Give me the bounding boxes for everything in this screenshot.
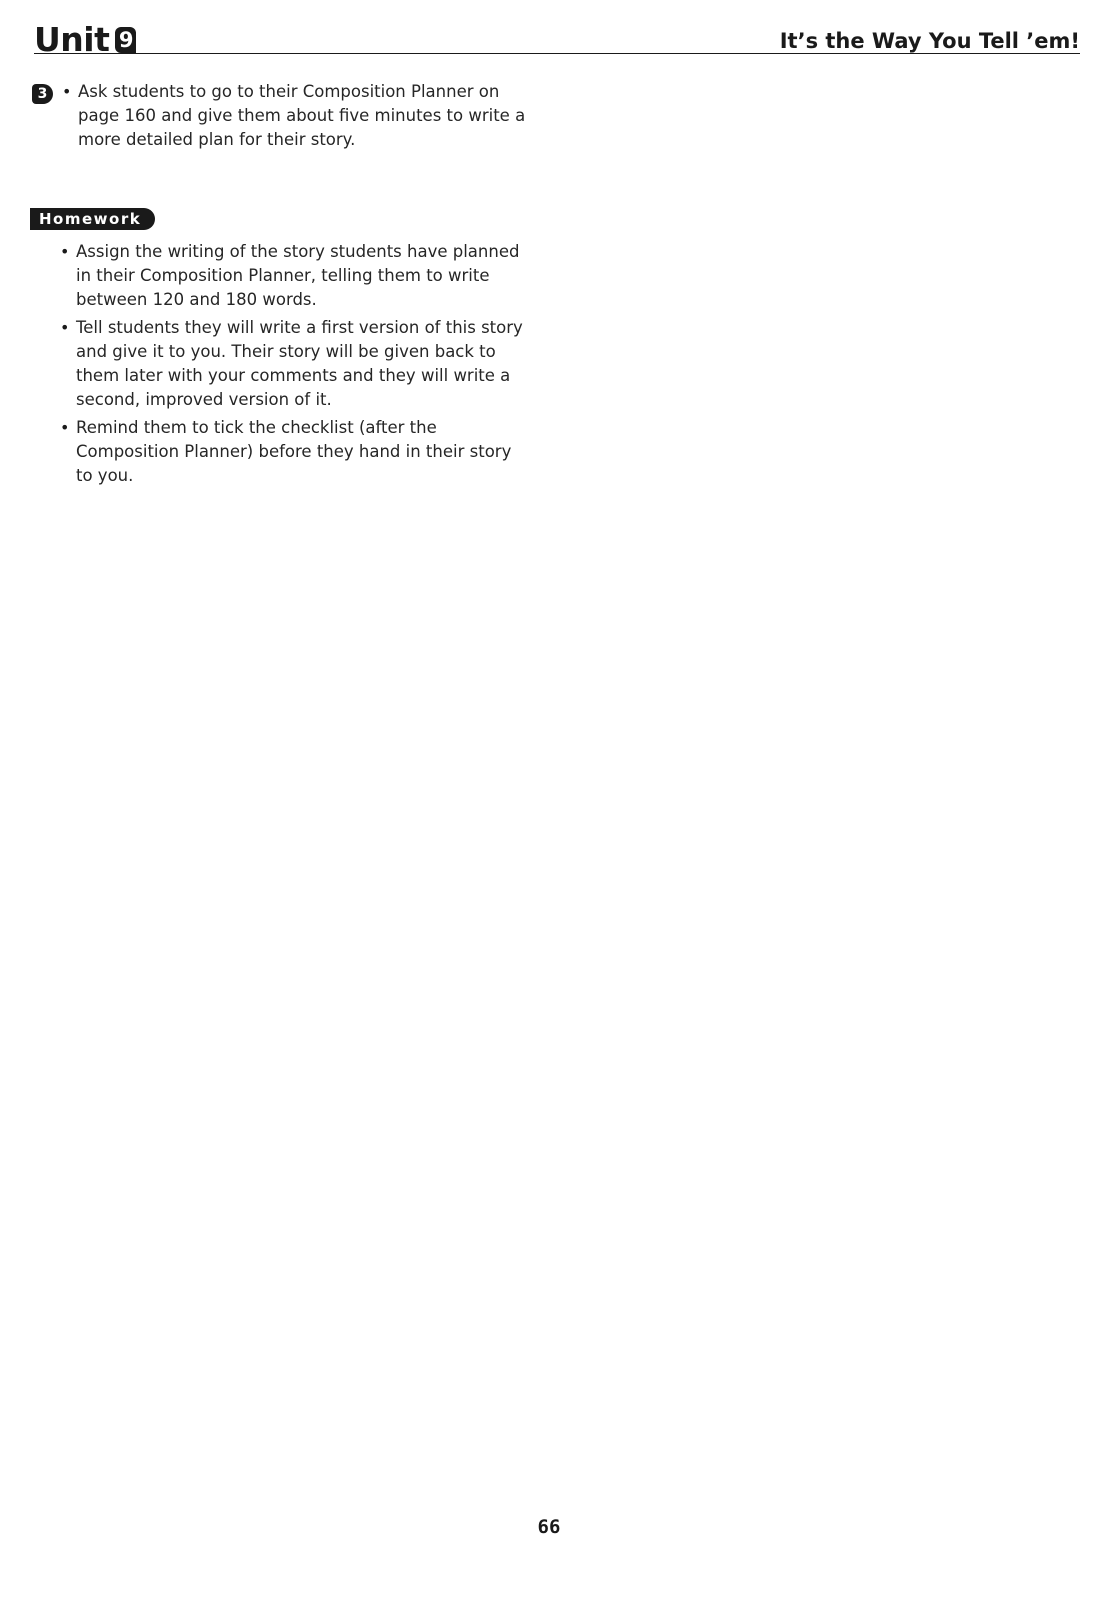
bullet-text: Assign the writing of the story students have planned in their Composition Planner, telling them to write between 120 and 180 words.: [76, 242, 520, 309]
step-number-marker: 3: [32, 84, 53, 104]
list-item: [30, 240, 530, 312]
bullet-text: Ask students to go to their Composition Planner on page 160 and give them about five minutes to write a more detailed plan for their story.: [78, 82, 526, 149]
bullet-icon: •: [60, 242, 70, 261]
homework-label: Homework: [30, 208, 155, 230]
list-item: [30, 416, 530, 488]
step-3-section: [32, 80, 532, 156]
header-rule: [34, 53, 1080, 54]
homework-section: [30, 208, 530, 492]
bullet-icon: •: [60, 418, 70, 437]
step-bullet-list: [32, 80, 532, 152]
bullet-icon: •: [60, 318, 70, 337]
page-number: 66: [537, 1516, 561, 1538]
bullet-icon: •: [62, 82, 72, 101]
bullet-text: Remind them to tick the checklist (after the Composition Planner) before they hand in their story to you.: [76, 418, 512, 485]
homework-bullet-list: [30, 240, 530, 488]
page-header: [34, 14, 1080, 58]
unit-title: It’s the Way You Tell ’em!: [779, 29, 1080, 53]
unit-heading: [34, 20, 136, 59]
list-item: [30, 316, 530, 412]
list-item: [32, 80, 532, 152]
bullet-text: Tell students they will write a first version of this story and give it to you. Their story will be given back to them later with your comments and they will write a second, improved version of it.: [76, 318, 523, 409]
unit-label: Unit: [34, 20, 110, 59]
unit-number-badge: 9: [115, 27, 136, 53]
